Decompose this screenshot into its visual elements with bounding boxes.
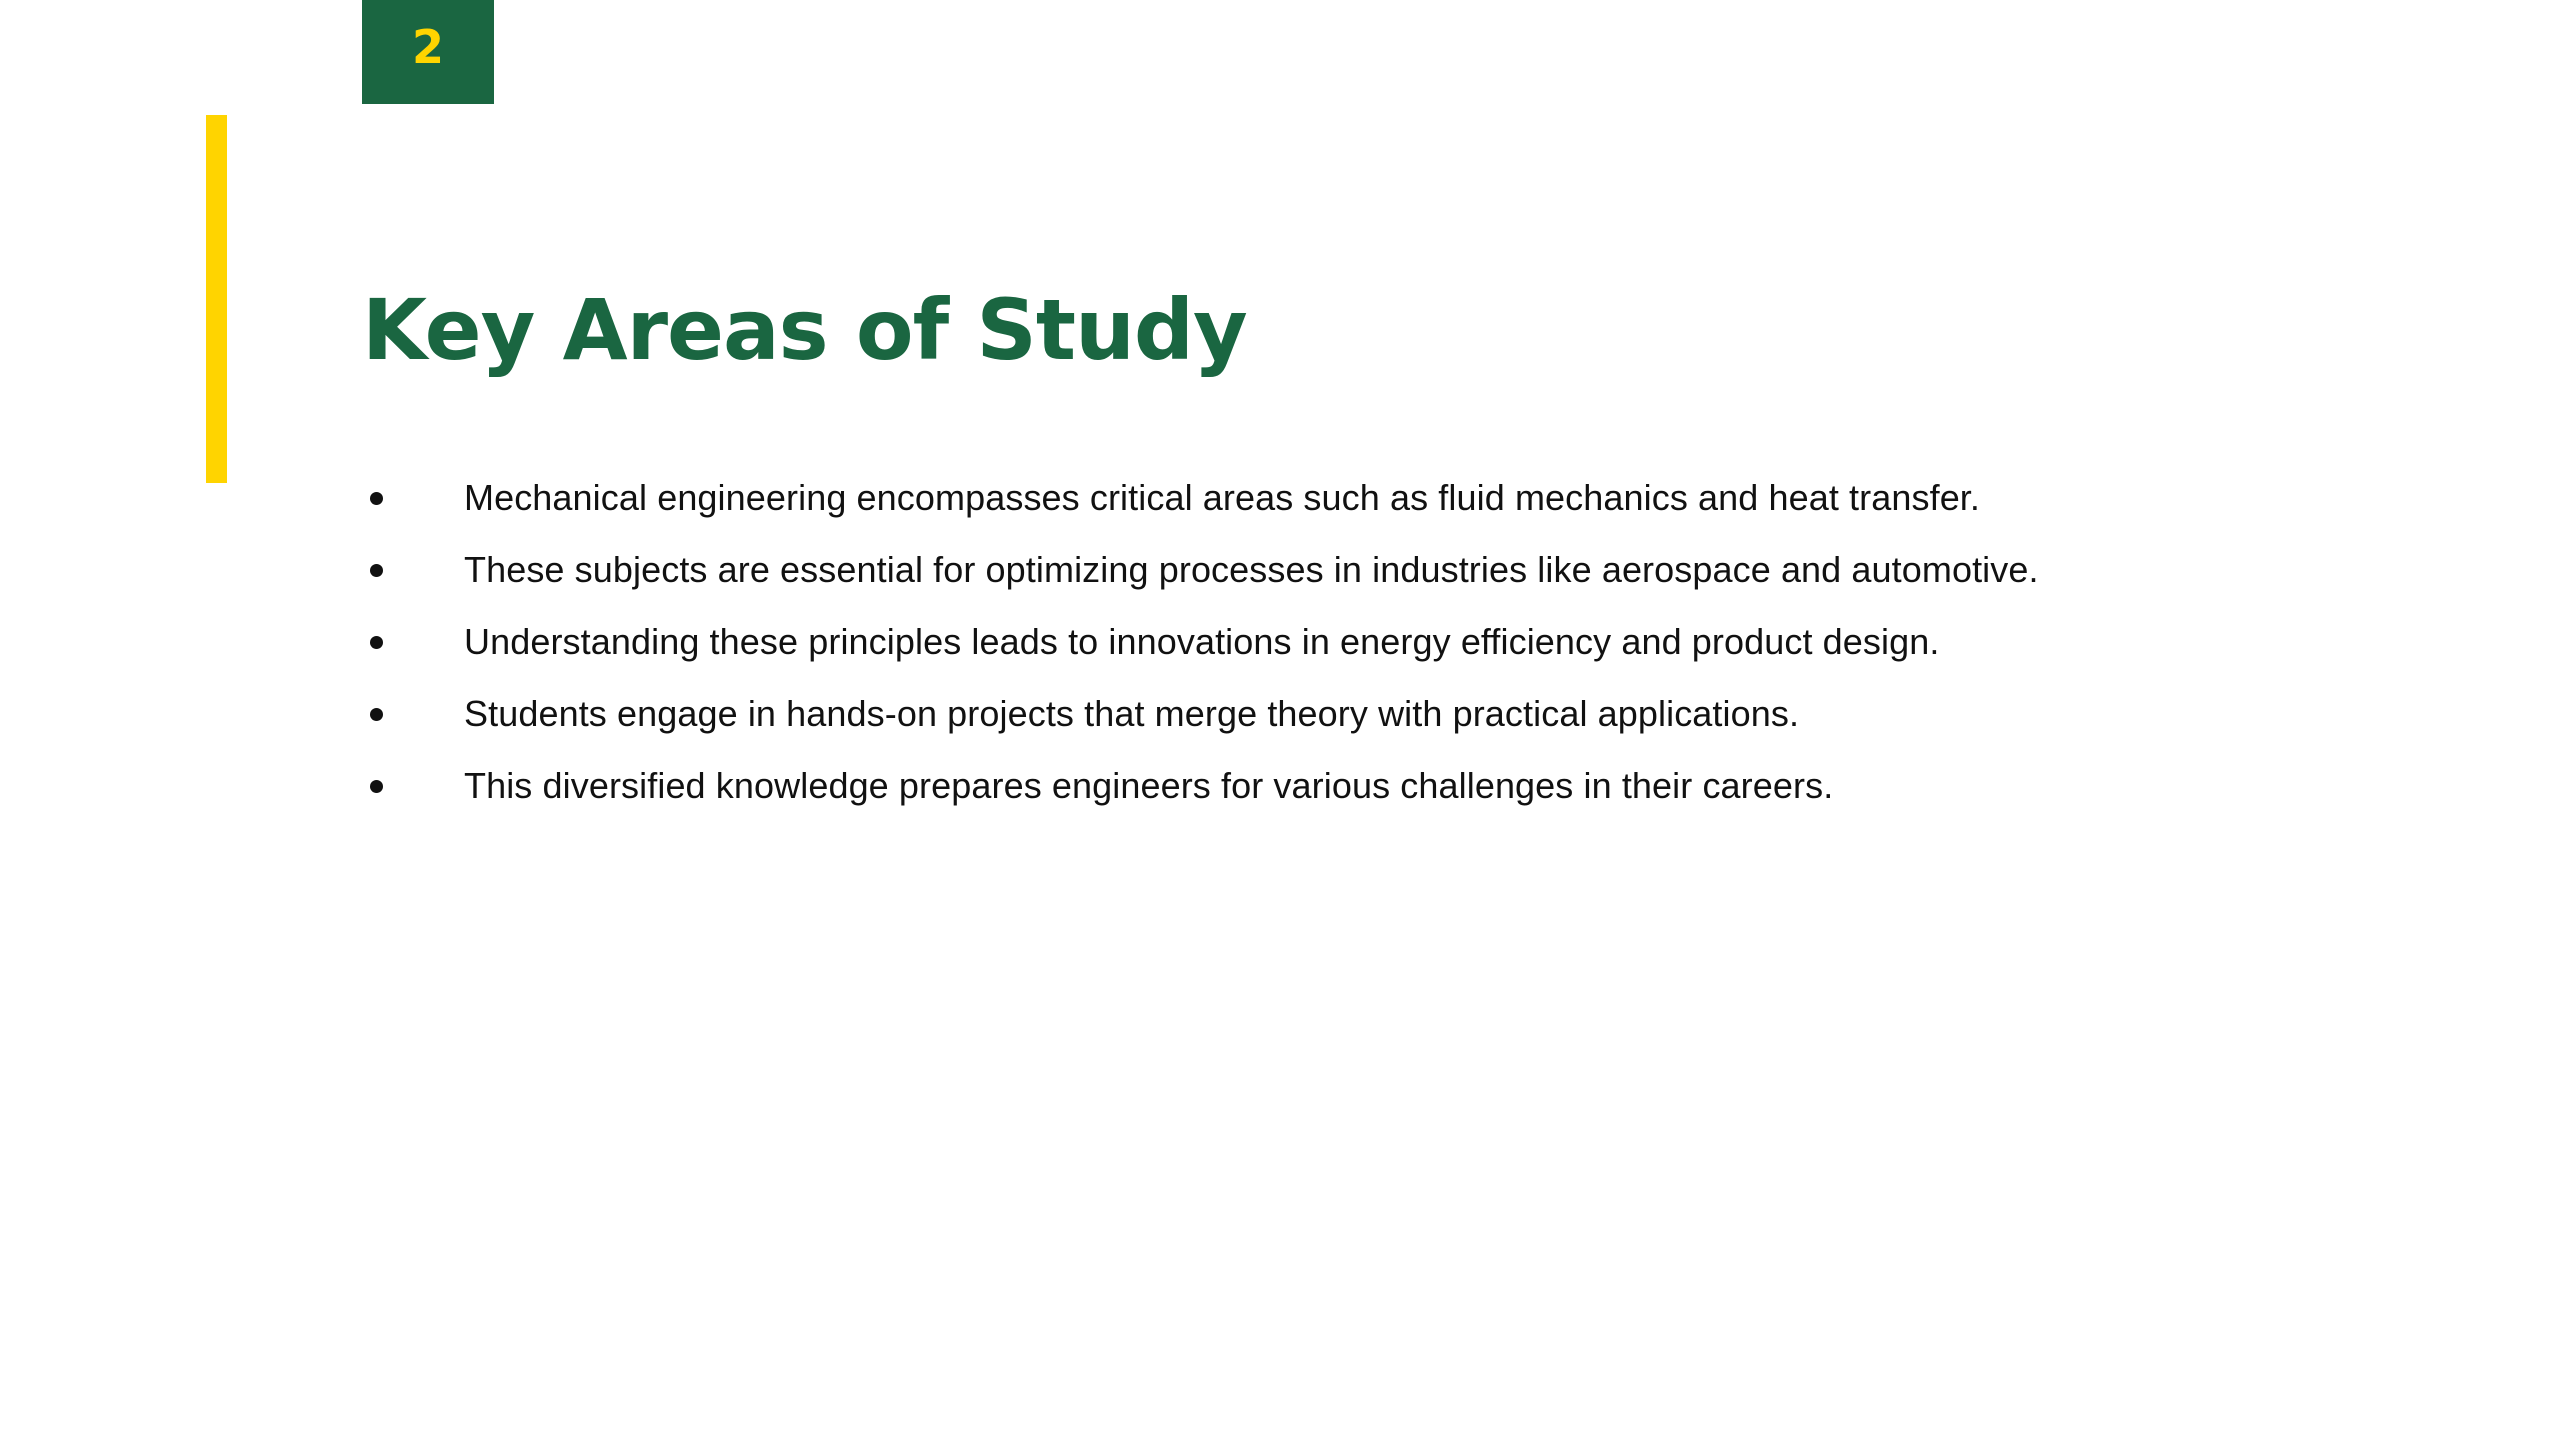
bullet-icon bbox=[370, 564, 383, 577]
bullet-text: This diversified knowledge prepares engineers for various challenges in their careers. bbox=[464, 765, 1834, 806]
bullet-text: Mechanical engineering encompasses critical areas such as fluid mechanics and heat transfer. bbox=[464, 477, 1981, 518]
bullet-icon bbox=[370, 492, 383, 505]
bullet-icon bbox=[370, 780, 383, 793]
accent-bar bbox=[206, 115, 227, 483]
page-number: 2 bbox=[411, 20, 444, 74]
page-number-badge bbox=[362, 0, 494, 104]
bullet-text: These subjects are essential for optimizing processes in industries like aerospace and automotive. bbox=[464, 549, 2039, 590]
bullet-icon bbox=[370, 708, 383, 721]
bullet-text: Understanding these principles leads to innovations in energy efficiency and product design. bbox=[464, 621, 1940, 662]
bullet-text: Students engage in hands-on projects that merge theory with practical applications. bbox=[464, 693, 1800, 734]
slide-title: Key Areas of Study bbox=[362, 281, 1247, 379]
bullet-icon bbox=[370, 636, 383, 649]
